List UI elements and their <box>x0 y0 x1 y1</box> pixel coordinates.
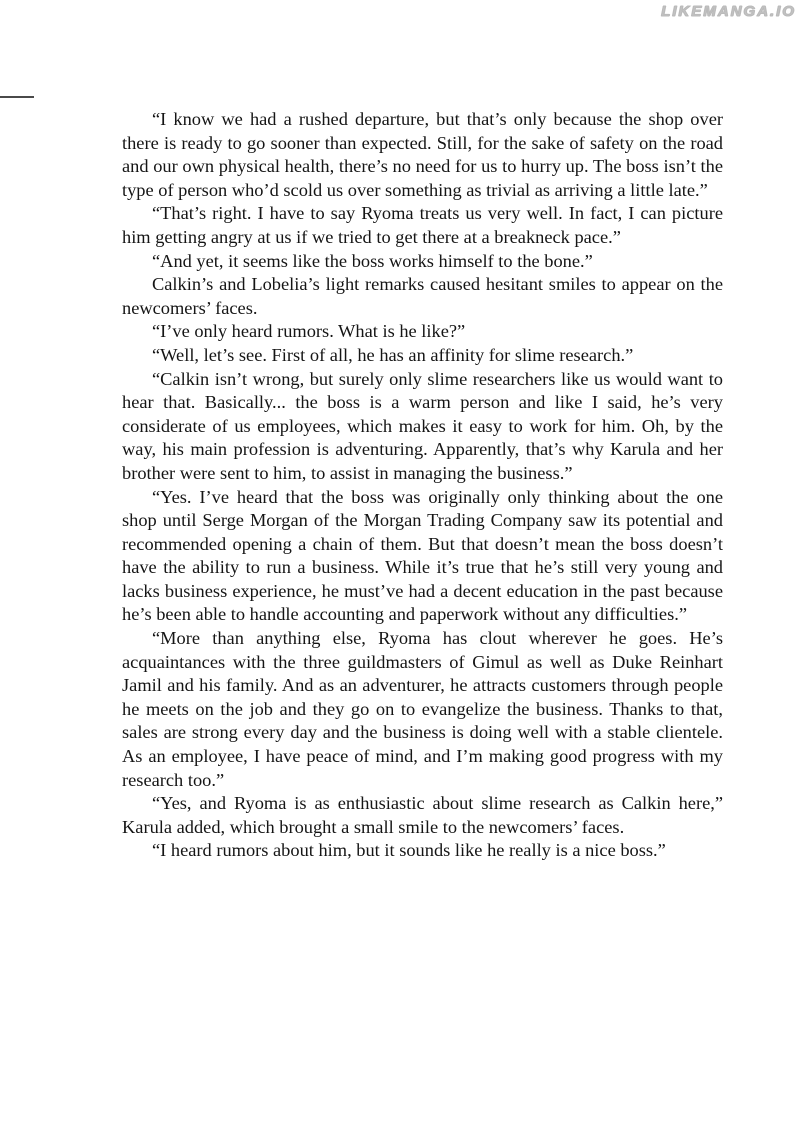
margin-rule-divider <box>0 96 34 98</box>
body-text-column <box>122 108 723 863</box>
paragraph: “I’ve only heard rumors. What is he like?” <box>152 321 466 342</box>
paragraph: “Yes. I’ve heard that the boss was originally only thinking about the one shop until Serge Morgan of the Morgan Trading Company saw its potential and recommended opening a chain of them. But that doesn’t mean the boss doesn’t have the ability to run a business. While it’s true that he’s still very young and lacks business experience, he must’ve had a decent education in the past because he’s been able to handle accounting and paperwork without any difficulties.” <box>122 486 723 625</box>
paragraph: “Well, let’s see. First of all, he has an affinity for slime research.” <box>152 344 634 365</box>
paragraph: “That’s right. I have to say Ryoma treats us very well. In fact, I can picture him getting angry at us if we tried to get there at a breakneck pace.” <box>122 203 723 247</box>
paragraph: “And yet, it seems like the boss works himself to the bone.” <box>152 250 593 271</box>
paragraph: “I know we had a rushed departure, but that’s only because the shop over there is ready to go sooner than expected. Still, for the sake of safety on the road and our own physical health, there’s no need for us to hurry up. The boss isn’t the type of person who’d scold us over something as trivial as arriving a little late.” <box>122 109 723 200</box>
paragraph: “I heard rumors about him, but it sounds like he really is a nice boss.” <box>152 840 666 861</box>
paragraph: Calkin’s and Lobelia’s light remarks caused hesitant smiles to appear on the newcomers’ faces. <box>122 274 723 318</box>
likemanga-watermark: LIKEMANGA.IO <box>661 3 796 20</box>
paragraph: “Calkin isn’t wrong, but surely only slime researchers like us would want to hear that. Basically... the boss is a warm person and like I said, he’s very considerate of us employees, which makes it easy to work for him. Oh, by the way, his main profession is adventuring. Apparently, that’s why Karula and her brother were sent to him, to assist in managing the business.” <box>122 368 723 483</box>
paragraph: “Yes, and Ryoma is as enthusiastic about slime research as Calkin here,” Karula added, which brought a small smile to the newcomers’ faces. <box>122 793 723 837</box>
paragraph: “More than anything else, Ryoma has clout wherever he goes. He’s acquaintances with the three guildmasters of Gimul as well as Duke Reinhart Jamil and his family. And as an adventurer, he attracts customers through people he meets on the job and they go on to evangelize the business. Thanks to that, sales are strong every day and the business is doing well with a stable clientele. As an employee, I have peace of mind, and I’m making good progress with my research too.” <box>122 628 723 790</box>
